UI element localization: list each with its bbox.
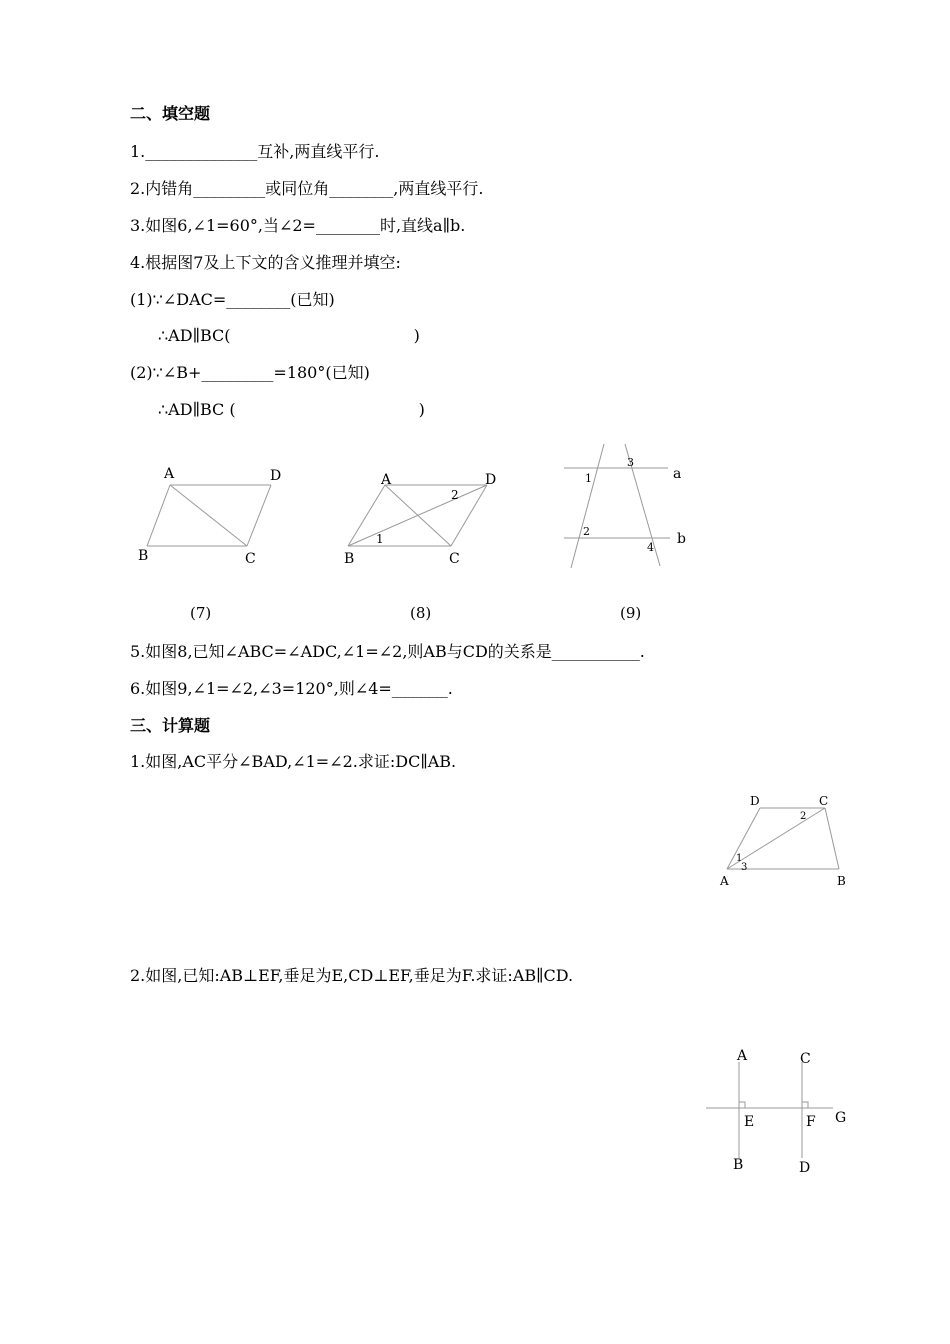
section-3-title: 三、计算题: [130, 716, 211, 735]
fig8-label-A: A: [381, 472, 392, 488]
figure-8-caption: (8): [410, 604, 432, 622]
perpendicular-figure: [700, 1040, 860, 1185]
question-1: 1.______________互补,两直线平行.: [130, 142, 380, 161]
fig8-angle-2: 2: [451, 488, 459, 502]
fig8-angle-1: 1: [376, 532, 384, 546]
question-4-part-2-conclusion: ∴AD∥BC ( ): [158, 400, 425, 419]
figure-7: [130, 455, 300, 575]
perp-label-F: F: [806, 1114, 816, 1130]
fig7-label-C: C: [245, 551, 256, 567]
fig8-label-B: B: [344, 551, 355, 567]
fig9-angle-1: 1: [585, 472, 592, 485]
question-5: 5.如图8,已知∠ABC=∠ADC,∠1=∠2,则AB与CD的关系是___________.: [130, 642, 645, 661]
section-2-title: 二、填空题: [130, 104, 211, 123]
perp-label-B: B: [733, 1157, 744, 1173]
fig7-label-A: A: [164, 466, 175, 482]
trapezoid-angle-3: 3: [741, 862, 748, 873]
perp-label-D: D: [799, 1160, 811, 1176]
fig8-label-C: C: [449, 551, 460, 567]
perp-label-C: C: [800, 1051, 811, 1067]
question-6: 6.如图9,∠1=∠2,∠3=120°,则∠4=_______.: [130, 679, 453, 698]
problem-2: 2.如图,已知:AB⊥EF,垂足为E,CD⊥EF,垂足为F.求证:AB∥CD.: [130, 966, 574, 985]
figure-9-caption: (9): [620, 604, 642, 622]
question-4-part-1-premise: (1)∵∠DAC=________(已知): [130, 290, 335, 309]
fig9-angle-4: 4: [647, 541, 654, 554]
trapezoid-label-B: B: [837, 874, 846, 888]
fig9-angle-2: 2: [583, 525, 590, 538]
question-4-part-1-conclusion: ∴AD∥BC( ): [158, 326, 420, 345]
question-4-part-2-premise: (2)∵∠B+_________=180°(已知): [130, 363, 370, 382]
figure-7-caption: (7): [190, 604, 212, 622]
figure-8: [340, 460, 510, 580]
perp-label-E: E: [744, 1114, 755, 1130]
figure-9: [555, 438, 705, 573]
problem-1: 1.如图,AC平分∠BAD,∠1=∠2.求证:DC∥AB.: [130, 752, 457, 771]
perp-label-A: A: [737, 1048, 748, 1064]
trapezoid-figure: [715, 790, 855, 895]
fig7-label-B: B: [138, 548, 149, 564]
trapezoid-label-D: D: [750, 794, 760, 808]
fig9-angle-3: 3: [627, 456, 634, 469]
fig9-label-a: a: [673, 466, 682, 482]
question-4: 4.根据图7及上下文的含义推理并填空:: [130, 253, 401, 272]
trapezoid-angle-2: 2: [800, 811, 807, 822]
fig9-label-b: b: [677, 531, 686, 547]
perp-label-G: G: [835, 1110, 847, 1126]
fig7-label-D: D: [270, 468, 282, 484]
question-2: 2.内错角_________或同位角________,两直线平行.: [130, 179, 484, 198]
fig8-label-D: D: [485, 472, 497, 488]
trapezoid-label-C: C: [819, 794, 829, 808]
question-3: 3.如图6,∠1=60°,当∠2=________时,直线a∥b.: [130, 216, 466, 235]
trapezoid-label-A: A: [720, 874, 729, 888]
trapezoid-angle-1: 1: [736, 853, 743, 864]
